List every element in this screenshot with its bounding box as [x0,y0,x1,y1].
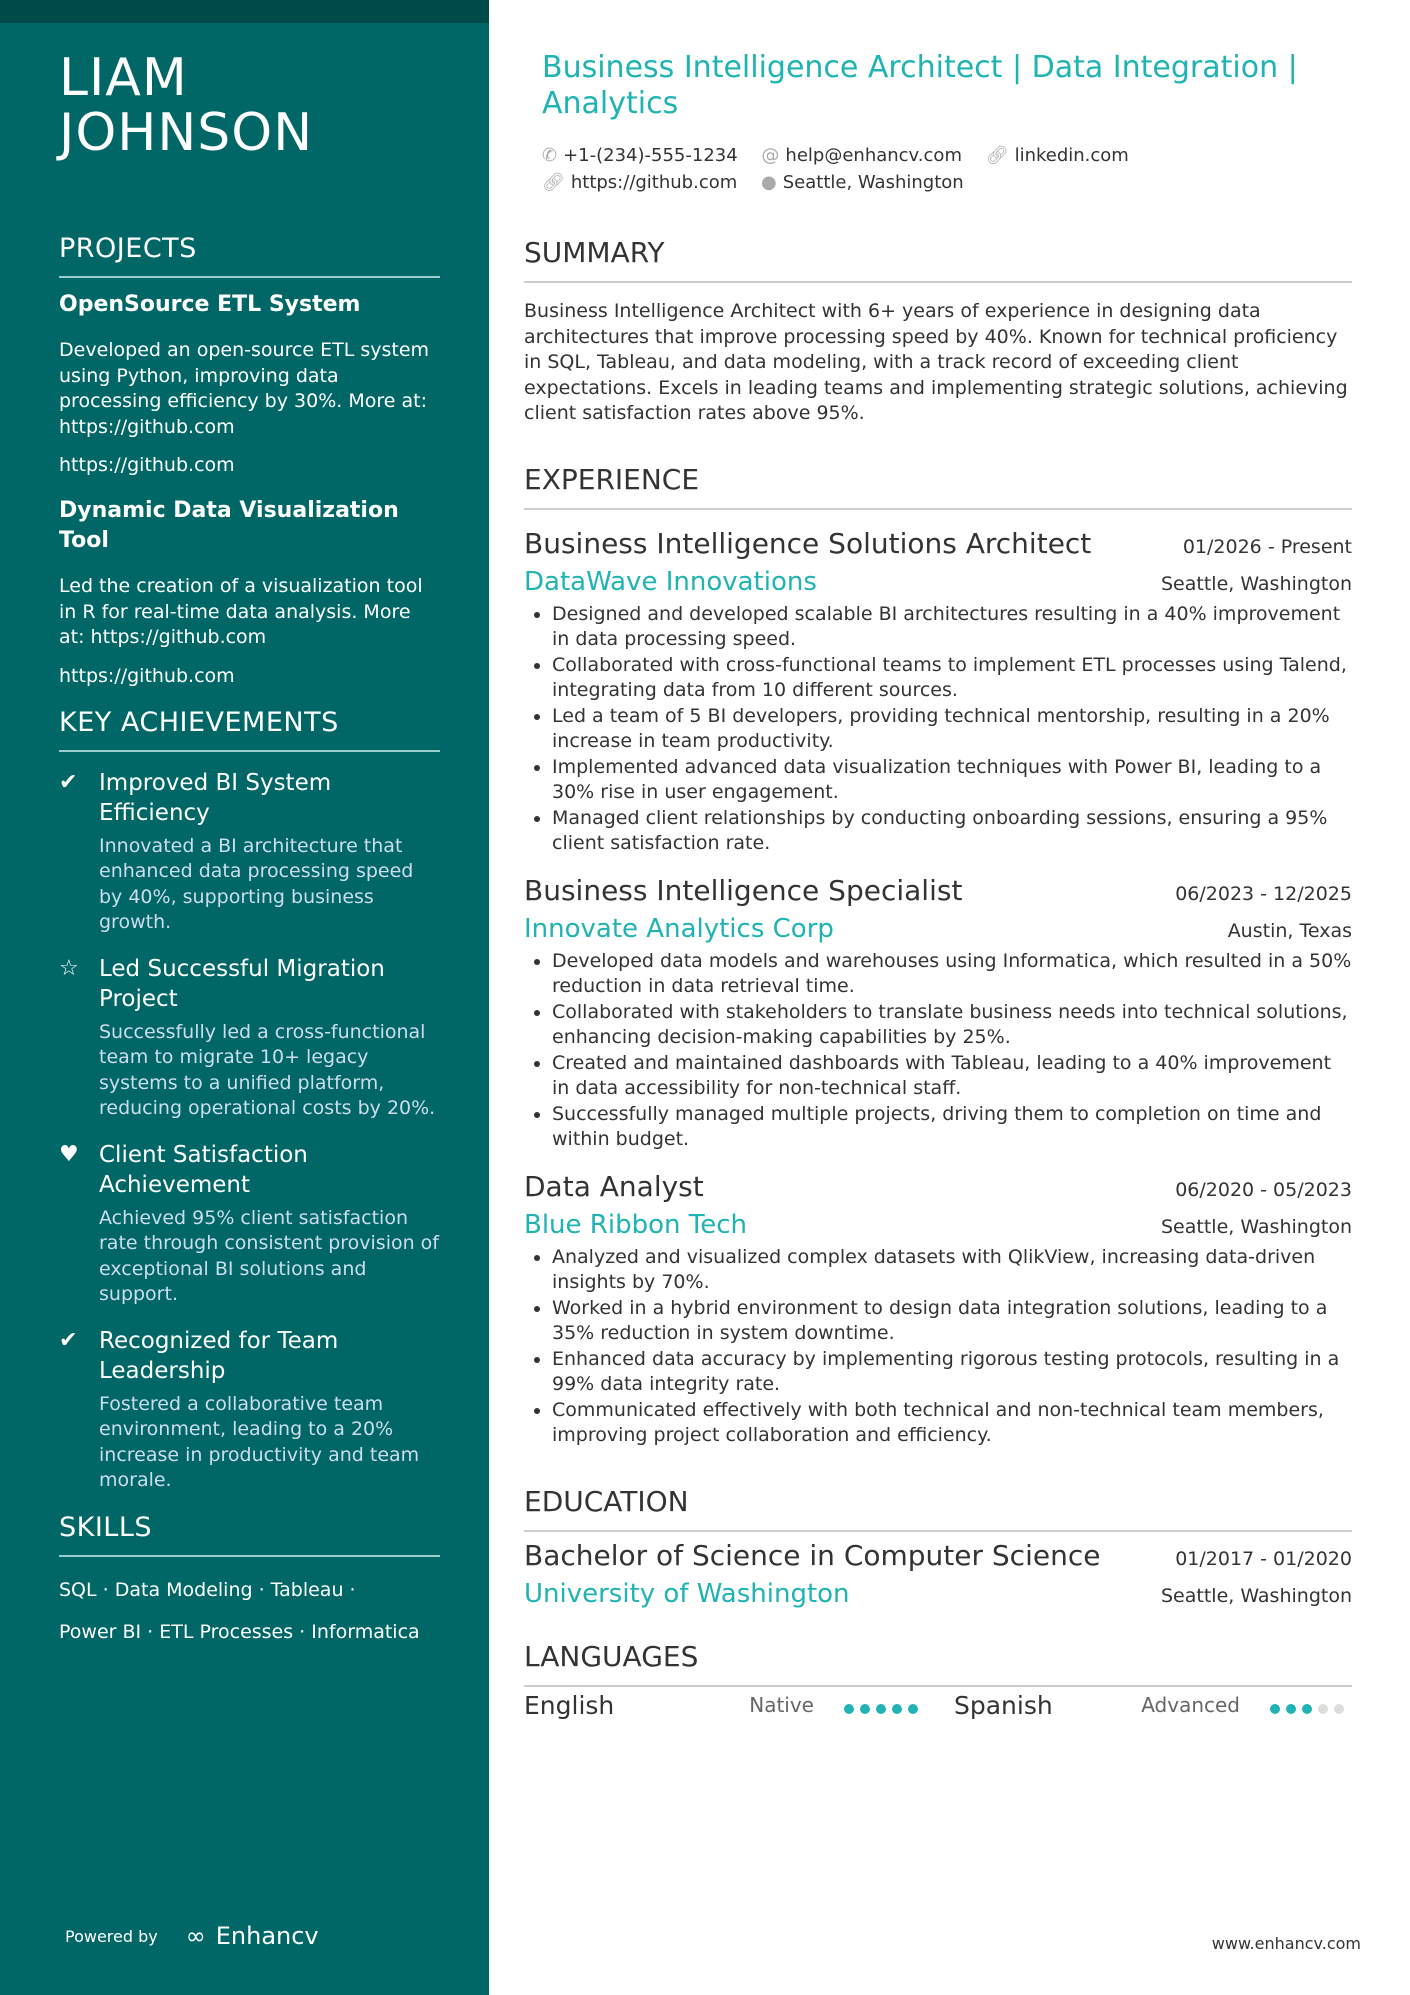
language-name: English [524,1690,615,1720]
experience-heading: EXPERIENCE [524,463,1352,510]
job-title: Business Intelligence Solutions Architect [524,526,1092,560]
infinity-icon: ∞ [185,1922,206,1950]
location: ● Seattle, Washington [761,172,964,193]
job-location: Seattle, Washington [1161,572,1352,595]
skills-section [59,1512,440,1653]
job-entry [524,1169,1352,1449]
job-bullet: • Managed client relationships by conducting onboarding sessions, ensuring a 95% client satisfaction rate. [552,806,1352,857]
proficiency-dot [860,1704,870,1714]
achievement-item [59,1140,440,1308]
achievements-section [59,707,440,1494]
skills-heading: SKILLS [59,1512,440,1557]
email[interactable]: @ help@enhancv.com [761,145,962,166]
proficiency-dot [892,1704,902,1714]
job-bullet: • Implemented advanced data visualization techniques with Power BI, leading to a 30% rise in user engagement. [552,755,1352,806]
job-location: Austin, Texas [1227,919,1352,942]
achievement-item [59,1326,440,1494]
job-bullet: • Analyzed and visualized complex datasets with QlikView, increasing data-driven insights by 70%. [552,1245,1352,1296]
proficiency-dot [876,1704,886,1714]
language-level: Advanced [1141,1693,1240,1717]
proficiency-dot [908,1704,918,1714]
contact-info [542,142,1352,196]
projects-section [59,233,440,689]
proficiency-dot [1334,1704,1344,1714]
job-bullet: • Communicated effectively with both technical and non-technical team members, improving project collaboration and efficiency. [552,1398,1352,1449]
job-dates: 01/2026 - Present [1182,535,1352,558]
achievement-description: Successfully led a cross-functional team to migrate 10+ legacy systems to a unified platform, reducing operational costs by 20%. [99,1020,436,1119]
job-bullet: • Collaborated with stakeholders to translate business needs into technical solutions, enhancing decision-making capabilities by 25%. [552,1000,1352,1051]
languages-list [524,1691,1352,1720]
main-content [524,0,1352,1720]
achievement-title: Client Satisfaction Achievement [99,1141,308,1198]
achievement-title: Improved BI System Efficiency [99,769,332,826]
project-description: Led the creation of a visualization tool in R for real-time data analysis. More at: https://github.com [59,575,423,648]
link-icon: 🔗︎ [985,145,1009,166]
job-bullet: • Developed data models and warehouses using Informatica, which resulted in a 50% reduction in data retrieval time. [552,949,1352,1000]
powered-by[interactable] [65,1922,319,1950]
language-level: Native [749,1693,814,1717]
project-title: Dynamic Data Visualization Tool [59,498,399,553]
job-dates: 06/2020 - 05/2023 [1175,1178,1352,1201]
languages-heading: LANGUAGES [524,1640,1352,1687]
top-band [0,0,489,23]
achievement-item [59,768,440,936]
language-item [524,1691,954,1720]
job-bullet: • Enhanced data accuracy by implementing rigorous testing protocols, resulting in a 99% data integrity rate. [552,1347,1352,1398]
link-icon: 🔗︎ [542,172,565,193]
language-name: Spanish [954,1690,1053,1720]
job-title: Business Intelligence Specialist [524,873,963,907]
sidebar [0,0,489,1995]
proficiency-dot [1270,1704,1280,1714]
project-title: OpenSource ETL System [59,292,361,317]
degree: Bachelor of Science in Computer Science [524,1538,1101,1572]
job-entry [524,526,1352,857]
project-link[interactable]: https://github.com [59,454,235,476]
project-link[interactable]: https://github.com [59,664,235,687]
job-bullet: • Designed and developed scalable BI architectures resulting in a 40% improvement in data processing speed. [552,602,1352,653]
proficiency-dots [838,1691,918,1720]
phone[interactable]: ✆ +1-(234)-555-1234 [542,145,738,166]
job-bullet: • Led a team of 5 BI developers, providing technical mentorship, resulting in a 20% increase in team productivity. [552,704,1352,755]
skills-line: SQL · Data Modeling · Tableau · [59,1578,356,1601]
proficiency-dots [1264,1691,1344,1720]
proficiency-dot [1286,1704,1296,1714]
achievements-heading: KEY ACHIEVEMENTS [59,707,440,752]
phone-icon: ✆ [542,145,558,166]
job-entry [524,873,1352,1153]
check-icon: ✔ [59,769,78,795]
education-dates: 01/2017 - 01/2020 [1175,1547,1352,1570]
check-icon: ✔ [59,1327,78,1353]
company: DataWave Innovations [524,566,817,597]
headline: Business Intelligence Architect | Data Integration | Analytics [542,50,1298,121]
summary-text: Business Intelligence Architect with 6+ years of experience in designing data architectures that improve processing speed by 40%. Known for technical proficiency in SQL, Tableau, and data modeling, with a track record of exceeding client expectations. Excels in leading teams and implementing strategic solutions, achieving client satisfaction rates above 95%. [524,300,1348,424]
job-bullet: • Created and maintained dashboards with Tableau, leading to a 40% improvement in data accessibility for non-technical staff. [552,1051,1352,1102]
linkedin[interactable]: 🔗︎ linkedin.com [985,145,1129,166]
job-location: Seattle, Washington [1161,1215,1352,1238]
proficiency-dot [844,1704,854,1714]
company: Blue Ribbon Tech [524,1209,747,1240]
education-entry [524,1538,1352,1614]
company: Innovate Analytics Corp [524,913,834,944]
job-bullet: • Worked in a hybrid environment to design data integration solutions, leading to a 35% reduction in system downtime. [552,1296,1352,1347]
location-pin-icon: ● [761,172,777,193]
job-title: Data Analyst [524,1169,704,1203]
powered-label: Powered by [65,1926,158,1946]
summary-heading: SUMMARY [524,236,1352,283]
star-icon: ☆ [59,955,79,981]
language-item [954,1691,1344,1720]
proficiency-dot [1318,1704,1328,1714]
achievement-description: Innovated a BI architecture that enhanced data processing speed by 40%, supporting business growth. [99,834,414,933]
project-item [59,496,440,689]
proficiency-dot [1302,1704,1312,1714]
project-item [59,290,440,478]
job-dates: 06/2023 - 12/2025 [1175,882,1352,905]
job-bullet: • Collaborated with cross-functional teams to implement ETL processes using Talend, integrating data from 10 different sources. [552,653,1352,704]
github[interactable]: 🔗︎ https://github.com [542,172,738,193]
footer-url[interactable]: www.enhancv.com [1211,1934,1361,1953]
heart-icon: ♥ [59,1141,79,1167]
school: University of Washington [524,1578,850,1609]
project-description: Developed an open-source ETL system using Python, improving data processing efficiency by 30%. More at: https://github.com [59,339,430,438]
at-icon: @ [761,145,780,166]
education-location: Seattle, Washington [1161,1584,1352,1607]
achievement-description: Achieved 95% client satisfaction rate through consistent provision of exceptional BI solutions and support. [99,1206,439,1305]
candidate-name: LIAM JOHNSON [59,48,314,163]
education-heading: EDUCATION [524,1485,1352,1532]
enhancv-logo: ∞ Enhancv [185,1922,319,1950]
achievement-title: Recognized for Team Leadership [99,1327,339,1384]
achievement-item [59,954,440,1122]
achievement-description: Fostered a collaborative team environment, leading to a 20% increase in productivity and team morale. [99,1392,420,1491]
achievement-title: Led Successful Migration Project [99,955,385,1012]
skills-line: Power BI · ETL Processes · Informatica [59,1620,420,1643]
projects-heading: PROJECTS [59,233,440,278]
job-bullet: • Successfully managed multiple projects, driving them to completion on time and within budget. [552,1102,1352,1153]
